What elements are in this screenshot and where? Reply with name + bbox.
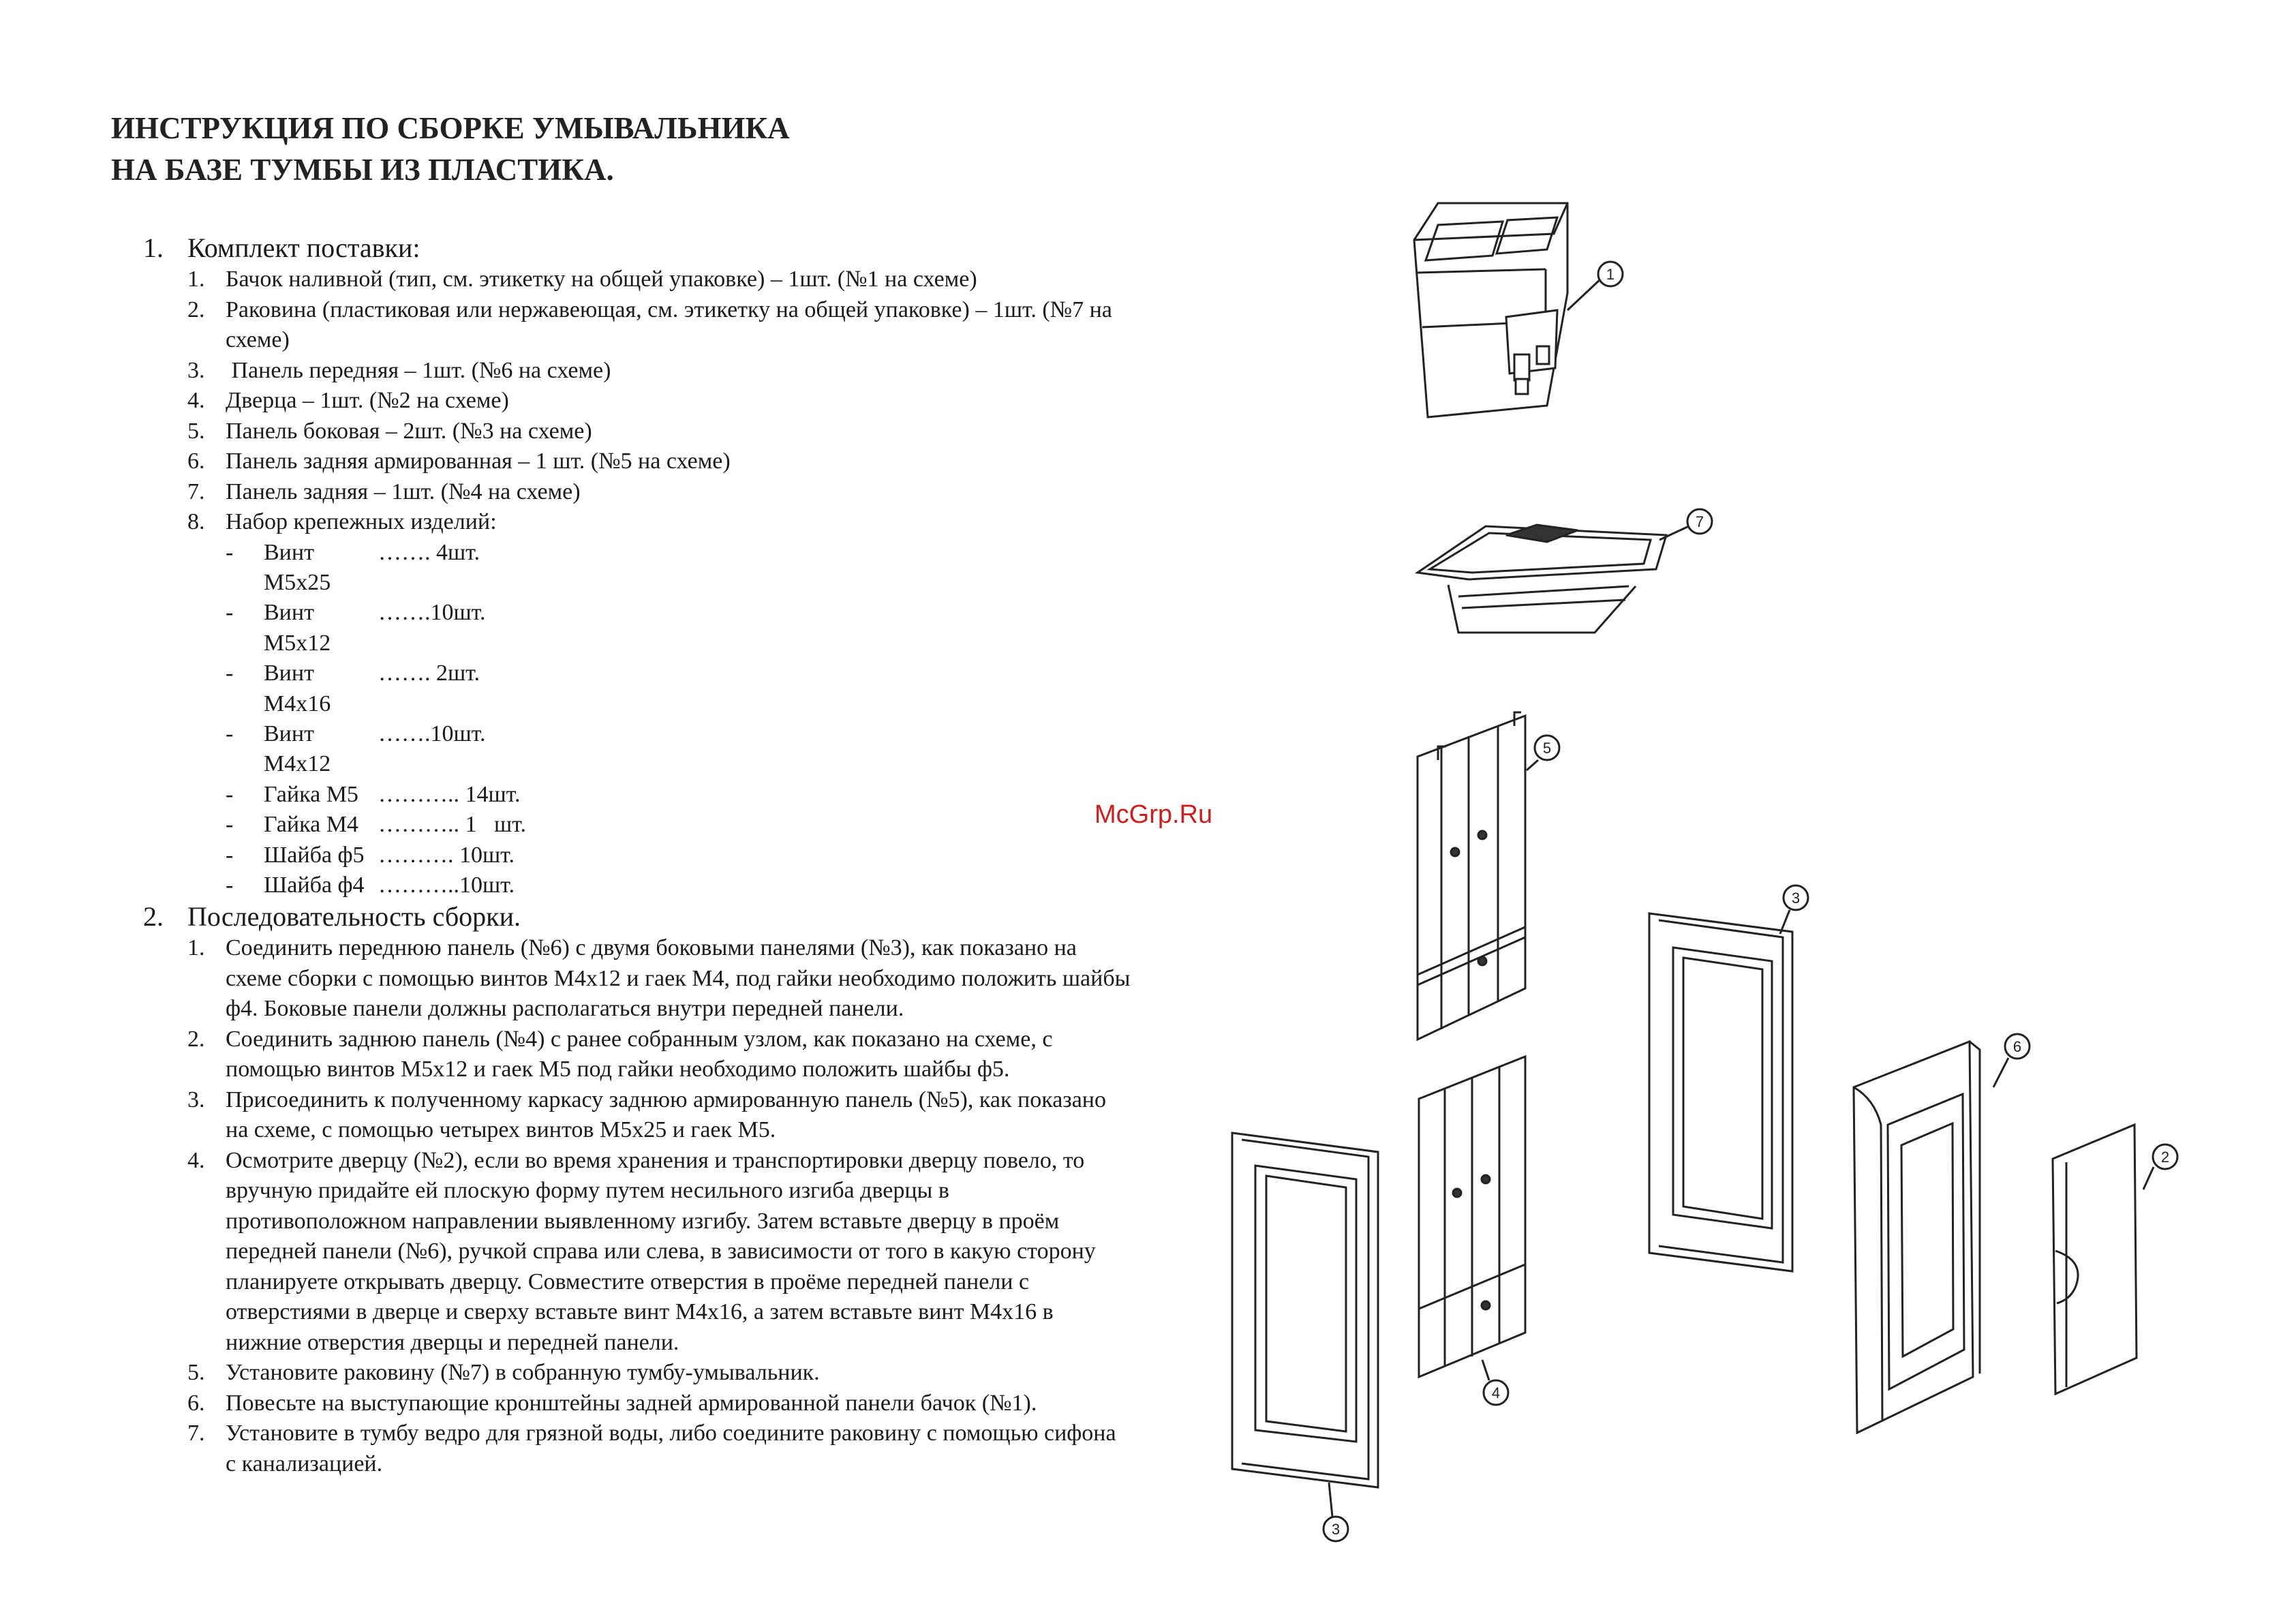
callout-3-left <box>1323 1483 1348 1541</box>
list-item: 8. Набор крепежных изделий: <box>187 509 497 534</box>
list-item: 6. Панель задняя армированная – 1 шт. (№5 на схеме) <box>187 449 731 474</box>
assembly-steps-list <box>187 933 1131 1479</box>
list-item: 3. Присоединить к полученному каркасу заднюю армированную панель (№5), как показано на схеме, с помощью четырех винтов М5х25 и гаек М5. <box>187 1087 1106 1143</box>
list-item: 1. Соединить переднюю панель (№6) с двумя боковыми панелями (№3), как показано на схеме сборки с помощью винтов М4х12 и гаек М4, под гайки необходимо положить шайбы ф4. Боковые панели должны располагаться внутри передней панели. <box>187 935 1131 1022</box>
title-line-1: ИНСТРУКЦИЯ ПО СБОРКЕ УМЫВАЛЬНИКА <box>111 111 790 145</box>
fastener-item: - Шайба ф4 ………..10шт. <box>226 872 515 898</box>
svg-text:2: 2 <box>2160 1149 2170 1166</box>
callout-3-right <box>1780 885 1808 934</box>
watermark: McGrp.Ru <box>1095 800 1213 829</box>
callout-1 <box>1567 262 1623 310</box>
document-title <box>111 108 790 191</box>
svg-text:4: 4 <box>1491 1384 1501 1401</box>
delivery-set-list <box>187 264 1131 538</box>
callout-2 <box>2143 1144 2177 1189</box>
list-item: 2. Соединить заднюю панель (№4) с ранее собранным узлом, как показано на схеме, с помощью винтов М5х12 и гаек М5 под гайки необходимо положить шайбы ф5. <box>187 1026 1053 1082</box>
list-item: 4. Дверца – 1шт. (№2 на схеме) <box>187 388 509 413</box>
callout-6 <box>1993 1034 2030 1087</box>
svg-text:3: 3 <box>1791 890 1801 907</box>
fastener-item: - Шайба ф5 ………. 10шт. <box>226 842 515 868</box>
fastener-item: - Винт М4х16 ……. 2шт. <box>226 661 480 716</box>
fastener-item: - Винт М5х25 ……. 4шт. <box>226 539 480 595</box>
section-1-title: Комплект поставки: <box>187 232 420 263</box>
side-panel-right-illustration <box>1649 913 1792 1271</box>
assembly-diagram <box>1213 191 2249 1568</box>
fastener-item: - Винт М5х12 …….10шт. <box>226 600 486 656</box>
list-item: 7. Панель задняя – 1шт. (№4 на схеме) <box>187 479 581 504</box>
sink-illustration <box>1418 525 1666 633</box>
title-line-2: НА БАЗЕ ТУМБЫ ИЗ ПЛАСТИКА. <box>111 153 614 187</box>
rear-panel-illustration <box>1419 1057 1525 1377</box>
fastener-item: - Гайка М4 ……….. 1 шт. <box>226 812 526 838</box>
section-1-number: 1. <box>143 232 164 263</box>
fastener-list <box>226 538 1131 901</box>
callout-4 <box>1482 1360 1508 1405</box>
section-2-title: Последовательность сборки. <box>187 901 521 932</box>
tank-illustration <box>1414 203 1567 417</box>
list-item: 4. Осмотрите дверцу (№2), если во время хранения и транспортировки дверцу повело, то вручную придайте ей плоскую форму путем несильного изгиба дверцы в противоположном направлении выявленному изгибу. Затем вставьте дверцу в проём передней панели (№6), ручкой справа или слева, в зависимости от того в какую сторону планируете открывать дверцу. Совместите отверстия в проёме передней панели с отверстиями в дверце и сверху вставьте винт М4х16, а затем вставьте винт М4х16 в нижние отверстия дверцы и передней панели. <box>187 1147 1096 1355</box>
fastener-item: - Винт М4х12 …….10шт. <box>226 721 486 777</box>
callout-5 <box>1527 735 1559 770</box>
rear-reinforced-panel-illustration <box>1418 712 1525 1040</box>
list-item: 6. Повесьте на выступающие кронштейны задней армированной панели бачок (№1). <box>187 1390 1037 1416</box>
svg-text:3: 3 <box>1331 1521 1341 1538</box>
front-panel-illustration <box>1854 1042 1980 1433</box>
list-item: 7. Установите в тумбу ведро для грязной воды, либо соедините раковину с помощью сифона с канализацией. <box>187 1421 1116 1476</box>
section-2-number: 2. <box>143 901 164 932</box>
instructions <box>143 232 1131 1479</box>
svg-text:6: 6 <box>2012 1038 2022 1055</box>
door-illustration <box>2053 1125 2137 1394</box>
svg-text:1: 1 <box>1606 266 1615 283</box>
svg-text:7: 7 <box>1695 513 1704 530</box>
fastener-item: - Гайка М5 ……….. 14шт. <box>226 781 521 807</box>
section-1-heading <box>143 232 1131 264</box>
section-2-heading <box>143 900 1131 933</box>
list-item: 5. Установите раковину (№7) в собранную тумбу-умывальник. <box>187 1360 820 1386</box>
list-item: 3. Панель передняя – 1шт. (№6 на схеме) <box>187 357 611 383</box>
list-item: 1. Бачок наливной (тип, см. этикетку на общей упаковке) – 1шт. (№1 на схеме) <box>187 267 977 292</box>
list-item: 2. Раковина (пластиковая или нержавеющая, см. этикетку на общей упаковке) – 1шт. (№7 на схеме) <box>187 297 1112 352</box>
svg-text:5: 5 <box>1542 740 1552 757</box>
list-item: 5. Панель боковая – 2шт. (№3 на схеме) <box>187 418 592 444</box>
side-panel-left-illustration <box>1232 1133 1378 1487</box>
callout-7 <box>1659 509 1712 540</box>
